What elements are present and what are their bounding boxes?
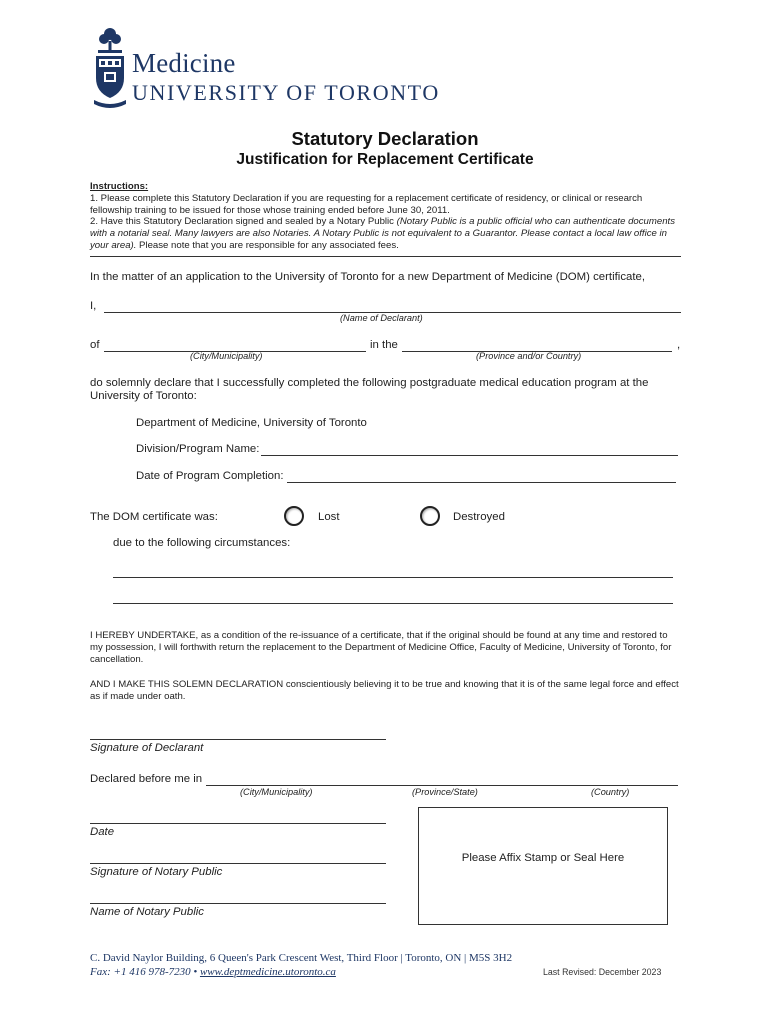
date-field[interactable] xyxy=(90,823,386,824)
division-field[interactable] xyxy=(261,455,678,456)
uoft-medicine-logo xyxy=(92,26,472,116)
stamp-text: Please Affix Stamp or Seal Here xyxy=(461,852,625,864)
notary-name-field[interactable] xyxy=(90,903,386,904)
declared-before-label: Declared before me in xyxy=(90,773,203,785)
declarant-name-label: (Name of Declarant) xyxy=(340,313,423,323)
date-label: Date xyxy=(90,826,115,838)
circumstances-field-2[interactable] xyxy=(113,603,673,604)
logo-university-text: UNIVERSITY OF TORONTO xyxy=(132,80,440,105)
of-text: of xyxy=(90,339,100,351)
in-the-text: in the xyxy=(370,339,398,351)
instructions-heading: Instructions: xyxy=(90,181,149,192)
instructions-item-2-c: Please note that you are responsible for any associated fees. xyxy=(136,239,399,251)
comma-text: , xyxy=(677,339,681,351)
footer-address: C. David Naylor Building, 6 Queen's Park Crescent West, Third Floor | Toronto, ON | M5S 3H2 xyxy=(90,952,513,964)
matter-text: In the matter of an application to the University of Toronto for a new Department of Medicine (DOM) certificate, xyxy=(90,271,646,283)
footer-fax: Fax: +1 416 978-7230 • xyxy=(90,966,200,978)
declarant-city-label: (City/Municipality) xyxy=(190,351,263,361)
division-label: Division/Program Name: xyxy=(136,443,260,455)
declarant-province-label: (Province and/or Country) xyxy=(476,351,582,361)
footer-website-link[interactable]: www.deptmedicine.utoronto.ca xyxy=(199,966,336,978)
instructions-item-1: 1. Please complete this Statutory Declaration if you are requesting for a replacement certificate of residency, or clinical or research fellowship training to be issued for those whose training ended before June 30, 2011. xyxy=(90,192,643,216)
footer-contact xyxy=(90,966,336,978)
notary-signature-label: Signature of Notary Public xyxy=(90,866,223,878)
lost-label: Lost xyxy=(318,511,340,523)
notary-signature-field[interactable] xyxy=(90,863,386,864)
declared-province-label: (Province/State) xyxy=(412,787,478,797)
declare-text: do solemnly declare that I successfully completed the following postgraduate medical education program at the University of Toronto: xyxy=(90,377,649,402)
crest-icon xyxy=(92,26,128,110)
undertake-text: I HEREBY UNDERTAKE, as a condition of the re-issuance of a certificate, that if the original should be found at any time and restored to my possession, I will forthwith return the replacement to the Department of Medicine Office, Faculty of Medicine, University of Toronto, for cancellation. xyxy=(90,630,672,665)
solemn-text: AND I MAKE THIS SOLEMN DECLARATION conscientiously believing it to be true and knowing that it is of the same legal force and effect as if made under oath. xyxy=(90,679,679,702)
page-subtitle: Justification for Replacement Certificate xyxy=(236,151,534,168)
instructions-item-2-a: 2. Have this Statutory Declaration signed and sealed by a Notary Public xyxy=(90,216,397,228)
circumstances-label: due to the following circumstances: xyxy=(113,537,291,549)
declarant-signature-field[interactable] xyxy=(90,739,386,740)
circumstances-field-1[interactable] xyxy=(113,577,673,578)
page-title: Statutory Declaration xyxy=(291,128,479,149)
program-dept: Department of Medicine, University of Toronto xyxy=(136,417,367,429)
declarant-signature-label: Signature of Declarant xyxy=(90,742,204,754)
instructions-item-2-b: (Notary Public is a public official who can authenticate documents with a notarial seal. Many lawyers are also Notaries. A Notary Public is not equivalent to a Guarantor. Please contact a local law office in your area). xyxy=(90,216,676,251)
logo-medicine-text: Medicine xyxy=(132,48,236,78)
date-completion-label: Date of Program Completion: xyxy=(136,470,284,482)
notary-name-label: Name of Notary Public xyxy=(90,906,204,918)
stamp-box xyxy=(418,807,668,925)
date-completion-field[interactable] xyxy=(287,482,676,483)
lost-radio[interactable] xyxy=(284,506,304,526)
instructions-divider xyxy=(90,256,681,257)
certificate-status-label: The DOM certificate was: xyxy=(90,511,218,523)
destroyed-label: Destroyed xyxy=(453,511,505,523)
declarant-prefix: I, xyxy=(90,300,97,312)
last-revised: Last Revised: December 2023 xyxy=(543,967,662,977)
instructions-block xyxy=(90,181,682,252)
declared-country-label: (Country) xyxy=(591,787,630,797)
destroyed-radio[interactable] xyxy=(420,506,440,526)
declared-location-field[interactable] xyxy=(206,785,678,786)
declared-city-label: (City/Municipality) xyxy=(240,787,313,797)
